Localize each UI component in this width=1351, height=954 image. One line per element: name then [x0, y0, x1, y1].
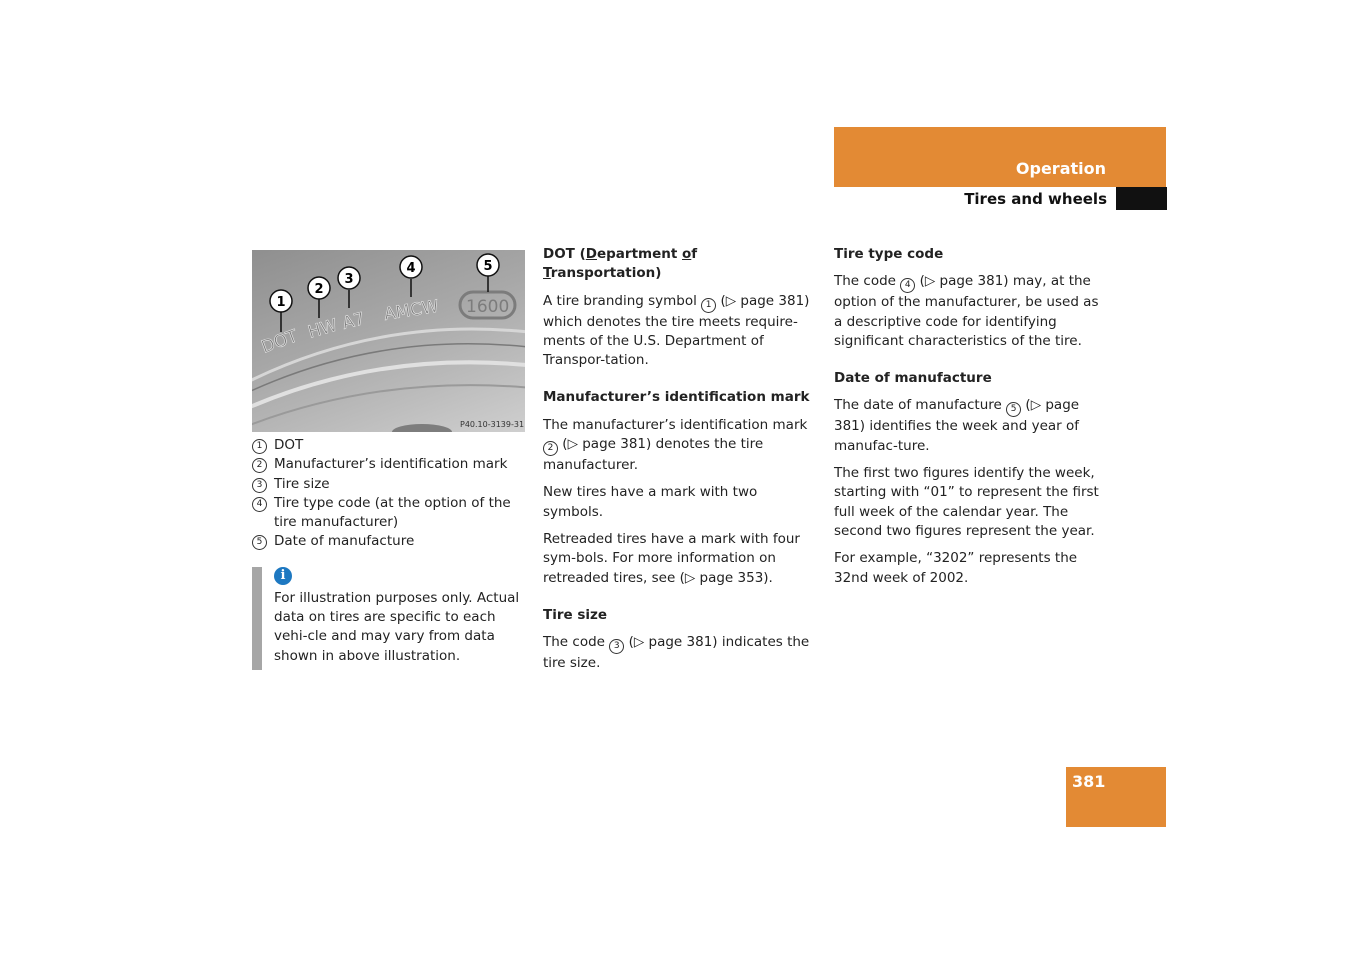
right-column — [834, 245, 1106, 596]
tire-size-heading: Tire size — [543, 606, 608, 623]
sidewall-date: 1600 — [466, 297, 510, 317]
manufacturer-paragraph: New tires have a mark with two symbols. — [543, 484, 758, 520]
legend-item — [252, 494, 525, 533]
sidewall-amcw: AMCW — [382, 296, 441, 325]
manufacturer-heading: Manufacturer’s identification mark — [543, 389, 810, 406]
ref-number: 1 — [701, 298, 716, 313]
legend-text: Manufacturer’s identification mark — [274, 456, 508, 473]
paragraph-text: (▷ page 381) identifies the week and year of manufac-ture. — [834, 397, 1080, 454]
ref-number: 4 — [900, 278, 915, 293]
tire-sidewall-photo — [252, 250, 525, 432]
tire-type-heading: Tire type code — [834, 246, 944, 262]
dot-heading-part: D — [585, 246, 597, 262]
legend-number: 5 — [252, 535, 267, 550]
legend-item — [252, 475, 525, 494]
image-code: P40.10-3139-31 — [460, 420, 525, 429]
dot-heading-part: ransportation) — [550, 265, 662, 282]
callout-4: 4 — [406, 261, 416, 276]
paragraph-text: (▷ page 381) which denotes the tire meets require-ments of the U.S. Department of Transpor-tation. — [543, 292, 810, 369]
date-heading: Date of manufacture — [834, 370, 992, 387]
legend-number: 1 — [252, 439, 267, 454]
info-icon: i — [274, 567, 292, 585]
note-bar — [252, 567, 262, 670]
tire-type-paragraph — [834, 272, 1106, 351]
sidewall-a7: A7 — [340, 309, 367, 334]
sidewall-hw: HW — [305, 315, 340, 343]
dot-heading — [543, 245, 819, 284]
note-text: For illustration purposes only. Actual data on tires are specific to each vehi-cle and may vary from data shown in above illustration. — [274, 589, 520, 664]
legend-number: 3 — [252, 478, 267, 493]
paragraph-text: A tire branding symbol — [543, 292, 697, 309]
sidewall-dot: DOT — [258, 326, 301, 358]
legend-text: Tire size — [274, 475, 330, 492]
paragraph-text: The code — [543, 634, 605, 651]
manufacturer-paragraph: Retreaded tires have a mark with four sym-bols. For more information on retreaded tires, see (▷ page 353). — [543, 530, 800, 586]
legend-text: DOT — [274, 437, 304, 453]
paragraph-text: (▷ page 381) denotes the tire manufacturer. — [543, 436, 764, 474]
info-note — [252, 567, 525, 670]
legend-item — [252, 532, 525, 551]
ref-number: 3 — [609, 639, 624, 654]
manufacturer-paragraph — [543, 416, 819, 476]
callout-2: 2 — [314, 282, 324, 297]
dot-heading-part: o — [682, 246, 692, 262]
callout-1: 1 — [276, 295, 286, 310]
dot-paragraph — [543, 292, 819, 371]
ref-number: 5 — [1006, 402, 1021, 417]
middle-column — [543, 245, 819, 681]
tire-size-paragraph — [543, 633, 819, 673]
dot-heading-part: T — [543, 265, 551, 282]
date-paragraph: The first two figures identify the week, starting with “01” to represent the first full week of the calendar year. The second two figures represent the year. — [834, 465, 1099, 539]
left-column — [252, 250, 525, 670]
legend-number: 2 — [252, 458, 267, 473]
dot-heading-part: f — [691, 246, 698, 262]
legend-text: Tire type code (at the option of the tire manufacturer) — [274, 494, 511, 531]
legend-item — [252, 455, 525, 474]
legend-number: 4 — [252, 497, 267, 512]
legend-text: Date of manufacture — [274, 533, 415, 550]
header-bar — [834, 127, 1166, 187]
dot-heading-part: epartment — [596, 246, 683, 262]
section-title: Operation — [1015, 159, 1106, 178]
callout-5: 5 — [483, 259, 493, 274]
ref-number: 2 — [543, 441, 558, 456]
paragraph-text: (▷ page 381) indicates the tire size. — [543, 634, 810, 672]
dot-heading-part: DOT ( — [543, 246, 586, 262]
paragraph-text: The manufacturer’s identification mark — [543, 416, 808, 433]
paragraph-text: (▷ page 381) may, at the option of the manufacturer, be used as a descriptive code for identifying significant characteristics of the tire. — [834, 273, 1099, 349]
date-paragraph — [834, 396, 1106, 456]
legend-list — [252, 436, 525, 552]
paragraph-text: The date of manufacture — [834, 397, 1002, 414]
subsection-title: Tires and wheels — [964, 190, 1107, 208]
legend-item — [252, 436, 525, 455]
paragraph-text: The code — [834, 273, 896, 290]
page-number: 381 — [1072, 772, 1106, 791]
header-marker — [1116, 187, 1167, 210]
callout-3: 3 — [344, 272, 354, 287]
page-number-box — [1066, 767, 1166, 827]
date-paragraph: For example, “3202” represents the 32nd week of 2002. — [834, 550, 1078, 586]
